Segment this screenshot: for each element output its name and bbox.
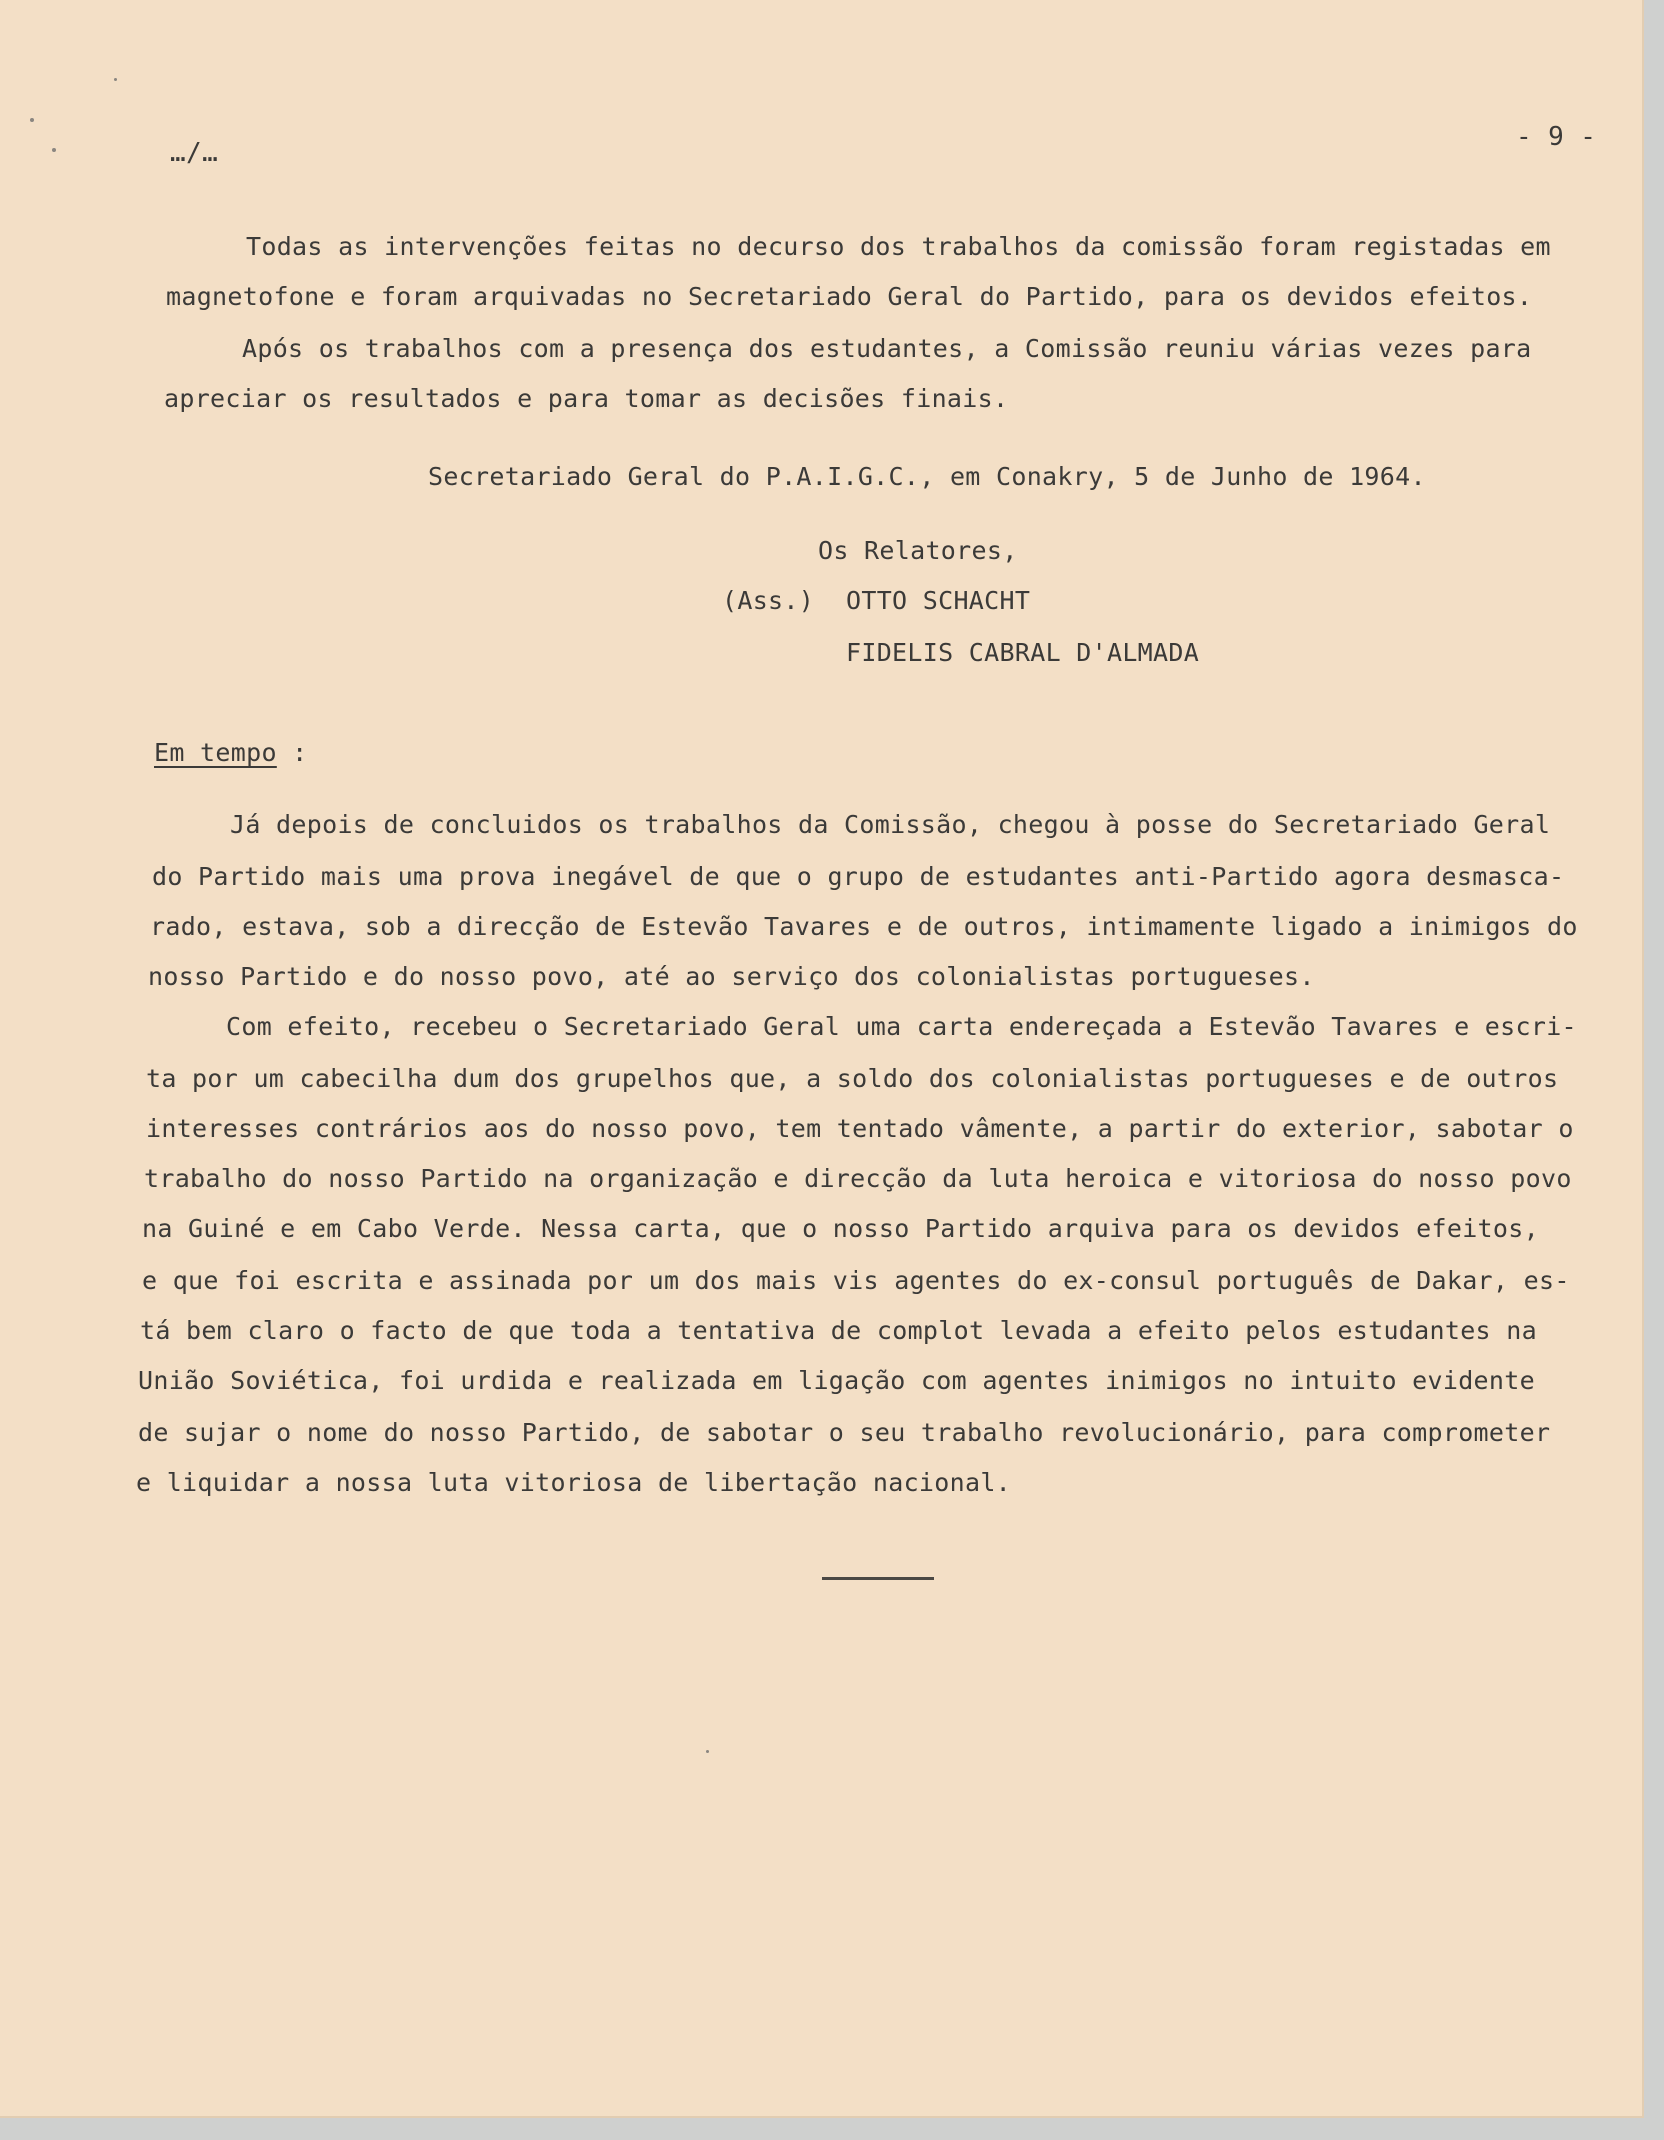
rapporteurs-label: Os Relatores, [818,536,1018,565]
postscript-heading [154,738,308,768]
intro-line: Após os trabalhos com a presença dos estudantes, a Comissão reuniu várias vezes para [242,334,1532,363]
paper-speck [30,118,34,122]
postscript-p1-line: rado, estava, sob a direcção de Estevão Tavares e de outros, intimamente ligado a inimigos do [150,912,1578,941]
paper-speck [114,78,117,81]
closing-separator [822,1577,934,1580]
postscript-heading-text: Em tempo [154,738,277,767]
paper-speck [706,1750,709,1753]
postscript-p2-line: trabalho do nosso Partido na organização e direcção da luta heroica e vitoriosa do nosso povo [144,1164,1572,1193]
intro-line: Todas as intervenções feitas no decurso dos trabalhos da comissão foram registadas em [246,232,1551,261]
postscript-p2-line: e que foi escrita e assinada por um dos mais vis agentes do ex-consul português de Dakar, es- [142,1266,1570,1295]
postscript-p2-line: de sujar o nome do nosso Partido, de sabotar o seu trabalho revolucionário, para comprometer [138,1418,1551,1447]
postscript-p2-line: e liquidar a nossa luta vitoriosa de libertação nacional. [136,1468,1012,1497]
postscript-p2-line: União Soviética, foi urdida e realizada em ligação com agentes inimigos no intuito evidente [138,1366,1535,1395]
postscript-p2-line: tá bem claro o facto de que toda a tentativa de complot levada a efeito pelos estudantes na [140,1316,1537,1345]
scan-margin-bottom [0,2118,1664,2140]
postscript-p2-line: interesses contrários aos do nosso povo, tem tentado vâmente, a partir do exterior, sabotar o [146,1114,1574,1143]
postscript-p1-line: Já depois de concluidos os trabalhos da Comissão, chegou à posse do Secretariado Geral [230,810,1551,839]
continuation-mark: …/… [170,138,219,168]
intro-line: apreciar os resultados e para tomar as decisões finais. [164,384,1009,413]
postscript-heading-colon: : [292,738,308,767]
postscript-p1-line: do Partido mais uma prova inegável de que o grupo de estudantes anti-Partido agora desmasca- [152,862,1565,891]
rapporteur-name: OTTO SCHACHT [846,586,1031,615]
scan-margin-right [1644,0,1664,2140]
rapporteur-name: FIDELIS CABRAL D'ALMADA [846,638,1200,667]
page-number: - 9 - [1516,122,1597,152]
intro-line: magnetofone e foram arquivadas no Secretariado Geral do Partido, para os devidos efeitos. [166,282,1533,311]
signed-prefix: (Ass.) [722,586,815,615]
postscript-p1-line: nosso Partido e do nosso povo, até ao serviço dos colonialistas portugueses. [148,962,1315,991]
postscript-p2-line: Com efeito, recebeu o Secretariado Geral uma carta endereçada a Estevão Tavares e escri- [226,1012,1577,1041]
postscript-p2-line: na Guiné e em Cabo Verde. Nessa carta, que o nosso Partido arquiva para os devidos efeitos, [142,1214,1539,1243]
paper-speck [52,148,56,152]
place-date-line: Secretariado Geral do P.A.I.G.C., em Conakry, 5 de Junho de 1964. [428,462,1426,491]
postscript-p2-line: ta por um cabecilha dum dos grupelhos que, a soldo dos colonialistas portugueses e de outros [146,1064,1559,1093]
